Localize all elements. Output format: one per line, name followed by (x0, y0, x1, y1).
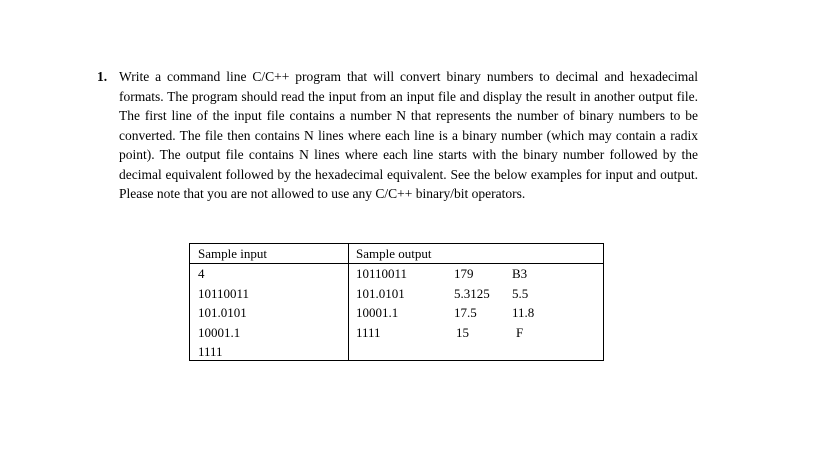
question-text: Write a command line C/C++ program that will convert binary numbers to decimal and hexadecimal formats. The program should read the input from an input file and display the result in another output file. The first line of the input file contains a number N that represents the number of binary numbers to be converted. The file then contains N lines where each line is a binary number (which may contain a radix point). The output file contains N lines where each line starts with the binary number followed by the decimal equivalent followed by the hexadecimal equivalent. See the below examples for input and output. Please note that you are not allowed to use any C/C++ binary/bit operators. (119, 69, 698, 201)
question-number: 1. (97, 69, 108, 84)
input-line: 10001.1 (198, 324, 241, 340)
input-line: 4 (198, 266, 205, 281)
output-hex: 5.5 (512, 285, 529, 301)
output-hex: F (516, 324, 524, 340)
sample-output-header: Sample output (356, 246, 432, 261)
input-line: 1111 (198, 344, 223, 359)
output-hex: 11.8 (512, 305, 535, 320)
output-decimal: 17.5 (454, 305, 477, 320)
sample-table (189, 243, 604, 361)
output-binary: 1111 (356, 324, 381, 340)
sample-input-header: Sample input (198, 246, 267, 261)
output-binary: 10110011 (356, 266, 408, 281)
output-binary: 101.0101 (356, 285, 405, 301)
output-decimal: 15 (456, 324, 469, 340)
output-binary: 10001.1 (356, 305, 399, 320)
column-divider (348, 244, 349, 360)
input-line: 101.0101 (198, 305, 247, 320)
output-decimal: 5.3125 (454, 285, 490, 301)
input-line: 10110011 (198, 285, 250, 301)
output-decimal: 179 (454, 266, 474, 281)
output-hex: B3 (512, 266, 528, 281)
